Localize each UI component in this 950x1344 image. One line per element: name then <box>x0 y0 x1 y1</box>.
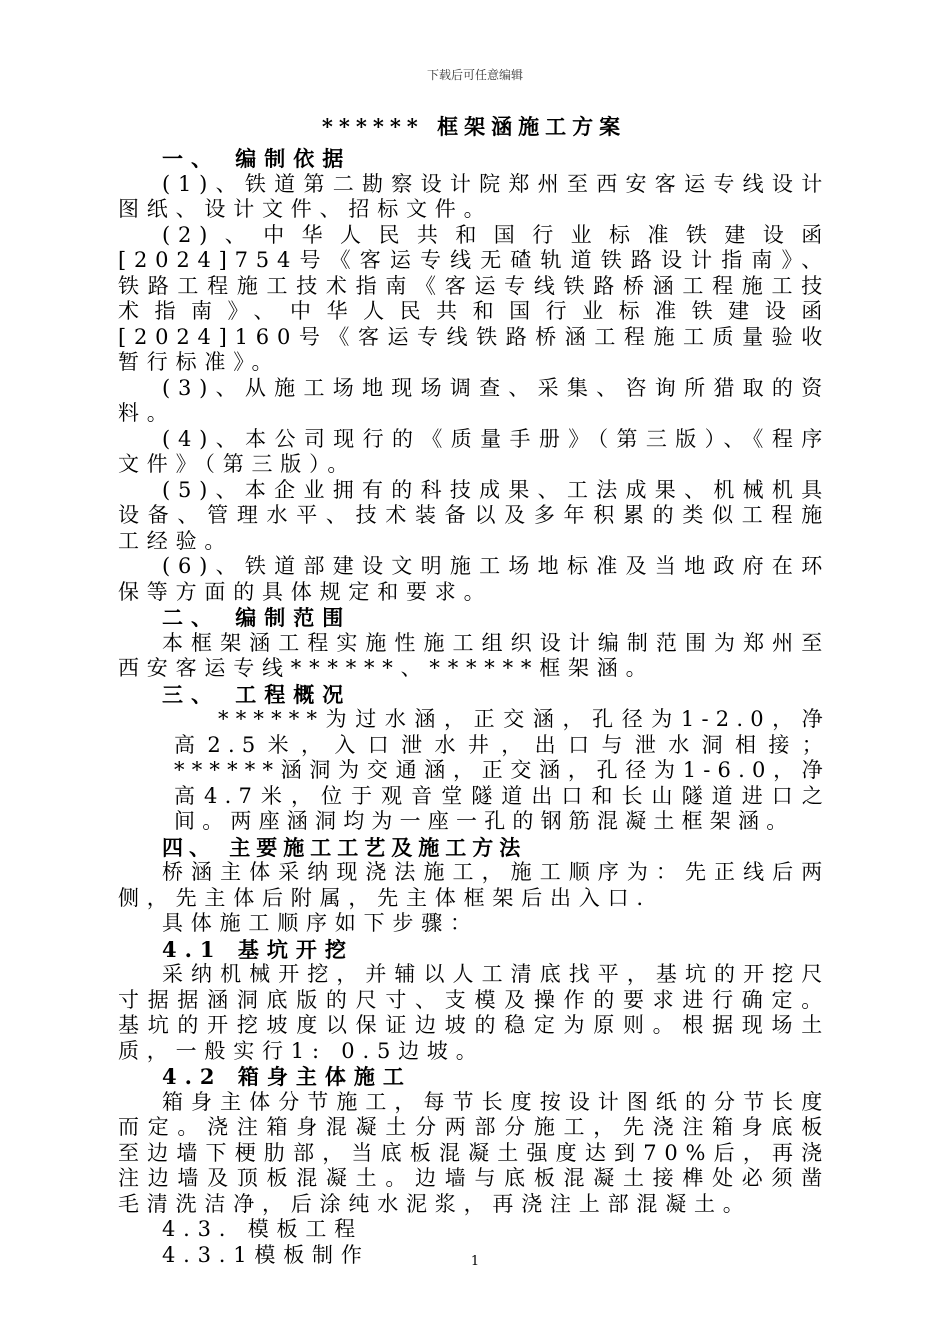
document-body <box>118 112 830 1268</box>
subsection-heading-4-3-1: 4.3.1模板制作 <box>162 1242 370 1267</box>
subsection-heading-4-3: 4.3. 模板工程 <box>162 1217 363 1241</box>
section-heading-3: 三、 工程概况 <box>162 681 352 707</box>
basis-item-6: (6)、铁道部建设文明施工场地标准及当地政府在环保等方面的具体规定和要求。 <box>118 554 830 604</box>
basis-item-5: (5)、本企业拥有的科技成果、工法成果、机械机具设备、管理水平、技术装备以及多年积累的类似工程施工经验。 <box>118 477 830 553</box>
page-header: 下载后可任意编辑 <box>426 68 523 82</box>
steps-intro: 具体施工顺序如下步骤： <box>162 911 479 935</box>
overview-text: ******为过水涵，正交涵，孔径为1-2.0，净高2.5米，入口泄水井，出口与泄水洞相接；******涵洞为交通涵，正交涵，孔径为1-6.0，净高4.7米，位于观音堂隧道出口和长山隧道进口之间。两座涵洞均为一座一孔的钢筋混凝土框架涵。 <box>174 707 830 833</box>
section-heading-4: 四、 主要施工工艺及施工方法 <box>162 834 527 860</box>
basis-item-1: (1)、铁道第二勘察设计院郑州至西安客运专线设计图纸、设计文件、招标文件。 <box>118 171 830 221</box>
section-heading-2: 二、 编制范围 <box>162 605 352 630</box>
basis-item-4: (4)、本公司现行的《质量手册》（第三版）、《程序文件》（第三版）。 <box>118 426 830 476</box>
basis-item-3: (3)、从施工场地现场调查、采集、咨询所猎取的资料。 <box>118 375 830 425</box>
basis-item-2: (2)、中华人民共和国行业标准铁建设函[2024]754号《客运专线无碴轨道铁路设计指南》、铁路工程施工技术指南《客运专线铁路桥涵工程施工技术指南》、中华人民共和国行业标准铁建设函[2024]160号《客运专线铁路桥涵工程施工质量验收暂行标准》。 <box>118 222 830 374</box>
section-heading-1: 一、 编制依据 <box>162 146 352 171</box>
box-body-text: 箱身主体分节施工，每节长度按设计图纸的分节长度而定。浇注箱身混凝土分两部分施工，先浇注箱身底板至边墙下梗肋部，当底板混凝土强度达到70%后，再浇注边墙及顶板混凝土。边墙与底板混凝土接榫处必须凿毛清洗洁净，后涂纯水泥浆，再浇注上部混凝土。 <box>118 1089 830 1216</box>
document-title: ****** 框架涵施工方案 <box>321 114 627 139</box>
method-text: 桥涵主体采纳现浇法施工，施工顺序为：先正线后两侧，先主体后附属，先主体框架后出入口. <box>118 860 830 910</box>
page-number: 1 <box>470 1254 480 1269</box>
subsection-heading-4-1: 4.1 基坑开挖 <box>162 936 354 962</box>
excavation-text: 采纳机械开挖，并辅以人工清底找平，基坑的开挖尺寸据据涵洞底版的尺寸、支模及操作的要求进行确定。基坑的开挖坡度以保证边坡的稳定为原则。根据现场土质，一般实行1: 0.5边坡。 <box>118 962 830 1063</box>
subsection-heading-4-2: 4.2 箱身主体施工 <box>162 1064 412 1089</box>
scope-text: 本框架涵工程实施性施工组织设计编制范围为郑州至西安客运专线******、******框架涵。 <box>118 630 830 680</box>
overview-block <box>118 707 830 835</box>
